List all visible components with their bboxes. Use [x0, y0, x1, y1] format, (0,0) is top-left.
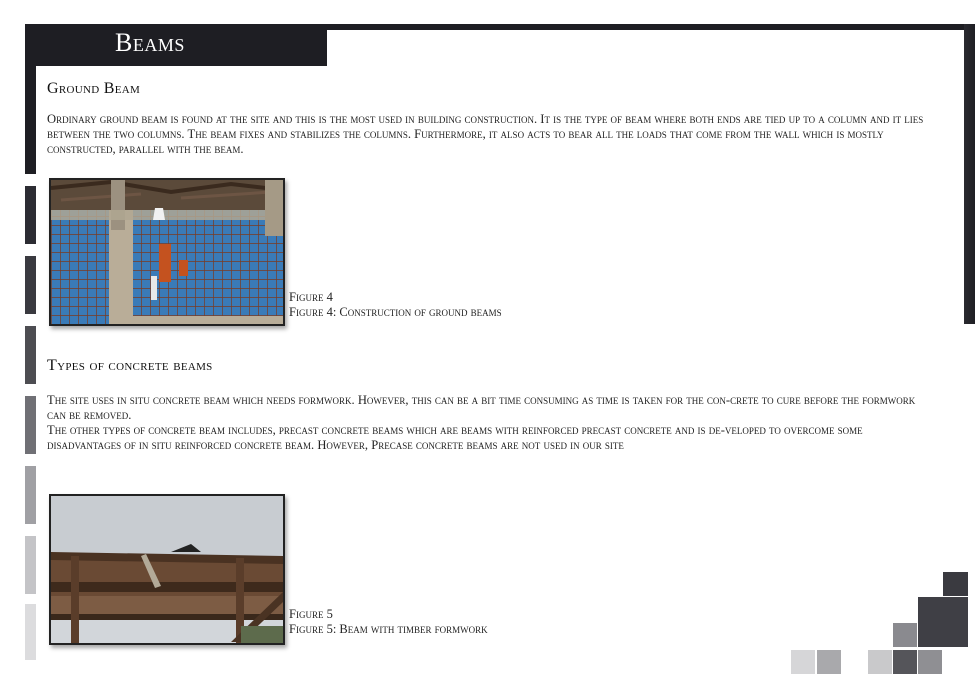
- side-bar-3: [25, 256, 36, 314]
- figure-4-caption-block: [289, 290, 502, 320]
- section-heading-ground-beam: Ground Beam: [47, 80, 141, 97]
- timber-formwork-photo: [49, 494, 285, 645]
- figure-5-caption: Figure 5: Beam with timber formwork: [289, 622, 488, 636]
- figure-5-caption-block: [289, 607, 488, 637]
- section-heading-types-of-concrete-beams: Types of concrete beams: [47, 357, 213, 374]
- deco-square-7: [893, 650, 917, 674]
- deco-square-1: [943, 572, 968, 596]
- ground-beam-photo: [49, 178, 285, 326]
- side-bar-8: [25, 604, 36, 660]
- side-bar-1: [25, 24, 36, 174]
- types-paragraphs: [47, 393, 922, 453]
- deco-square-4: [791, 650, 815, 674]
- side-bar-7: [25, 536, 36, 594]
- figure-4-caption: Figure 4: Construction of ground beams: [289, 305, 502, 319]
- deco-square-2: [918, 597, 968, 647]
- side-bar-2: [25, 186, 36, 244]
- side-bar-5: [25, 396, 36, 454]
- figure-4-label: Figure 4: [289, 290, 333, 304]
- frame-right-border: [964, 24, 975, 324]
- ground-beam-text: Ordinary ground beam is found at the site and this is the most used in building construction. It is the type of beam where both ends are tied up to a column and it lies between the two columns. The beam fixes and stabilizes the columns. Furthermore, it also acts to bear all the loads that come from the wall which is mostly constructed, parallel with the beam.: [47, 112, 924, 156]
- ground-beam-image: [51, 180, 283, 324]
- figure-5-label: Figure 5: [289, 607, 333, 621]
- types-paragraph-2: The other types of concrete beam includes, precast concrete beams which are beams with reinforced precast concrete and is de-veloped to overcome some disadvantages of in situ reinforced concrete beam. However, Precase concrete beams are not used in our site: [47, 423, 863, 452]
- deco-square-8: [918, 650, 942, 674]
- timber-formwork-image: [51, 496, 283, 643]
- side-bar-4: [25, 326, 36, 384]
- page-title: Beams: [115, 28, 185, 57]
- side-bar-6: [25, 466, 36, 524]
- types-paragraph-1: The site uses in situ concrete beam which needs formwork. However, this can be a bit time consuming as time is taken for the con-crete to cure before the formwork can be removed.: [47, 393, 916, 422]
- deco-square-6: [868, 650, 892, 674]
- ground-beam-paragraph: [47, 112, 947, 157]
- deco-square-5: [817, 650, 841, 674]
- deco-square-3: [893, 623, 917, 647]
